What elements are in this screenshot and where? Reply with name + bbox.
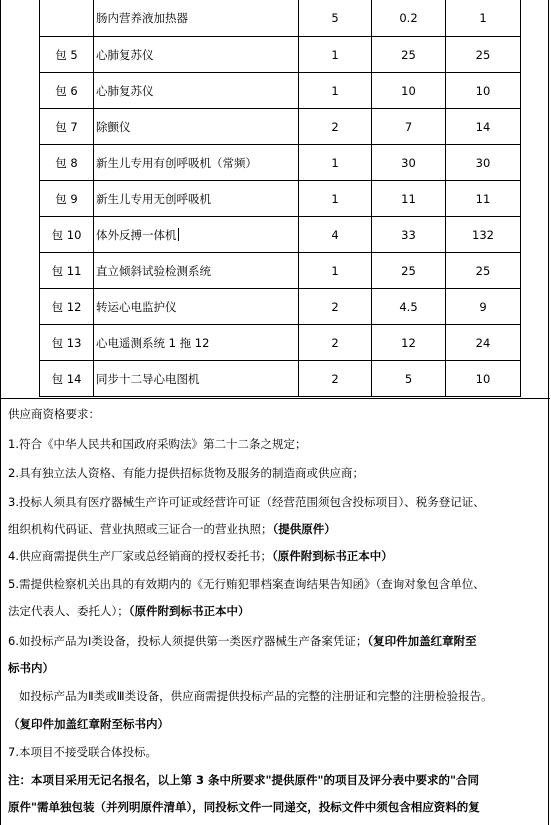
package-cell-text: 包 9 <box>55 191 78 206</box>
total-cell <box>446 0 521 37</box>
item-name-cell-text: 心肺复苏仪 <box>96 83 154 98</box>
requirements-heading: 供应商资格要求： <box>8 407 100 421</box>
unit-price-cell-text: 11 <box>401 191 416 206</box>
unit-price-cell <box>372 217 446 253</box>
unit-price-cell-text: 5 <box>404 371 413 386</box>
requirement-4-emphasis: （原件附到标书正本中） <box>271 549 393 563</box>
quantity-cell-text: 5 <box>331 11 339 25</box>
package-cell-text: 包 12 <box>51 299 82 314</box>
quantity-cell-text: 1 <box>331 263 339 278</box>
total-cell <box>446 73 521 109</box>
item-name-cell-text: 心电遥测系统 1 拖 12 <box>96 335 210 350</box>
total-cell-text: 30 <box>475 155 491 170</box>
unit-price-cell-text: 12 <box>401 335 416 350</box>
table-row <box>40 289 521 325</box>
package-cell-text: 包 8 <box>55 155 78 170</box>
total-cell-text: 132 <box>472 227 494 242</box>
requirement-3-line-1: 3.投标人须具有医疗器械生产许可证或经营许可证（经营范围须包含投标项目）、税务登记证、 <box>8 495 485 509</box>
package-cell-text: 包 11 <box>51 263 82 278</box>
quantity-cell-text: 1 <box>331 83 339 98</box>
item-name-cell-text: 新生儿专用无创呼吸机 <box>96 191 211 206</box>
unit-price-cell-text: 4.5 <box>399 299 418 314</box>
package-cell <box>40 37 94 73</box>
equipment-table <box>39 0 521 397</box>
requirement-1: 1.符合《中华人民共和国政府采购法》第二十二条之规定； <box>8 437 307 451</box>
quantity-cell <box>299 181 372 217</box>
table-row <box>40 217 521 253</box>
package-cell <box>40 73 94 109</box>
item-name-cell <box>94 73 299 109</box>
package-cell <box>40 325 94 361</box>
total-cell-text: 10 <box>475 371 491 386</box>
item-name-cell-text: 同步十二导心电图机 <box>96 371 200 386</box>
total-cell <box>446 325 521 361</box>
unit-price-cell <box>372 37 446 73</box>
item-name-cell-text: 肠内营养液加热器 <box>96 11 188 25</box>
requirement-6-line-2: 标书内） <box>8 661 54 675</box>
item-name-cell <box>94 289 299 325</box>
quantity-cell-text: 2 <box>331 335 339 350</box>
table-row <box>40 145 521 181</box>
quantity-cell-text: 2 <box>331 299 339 314</box>
requirement-6-line-4: （复印件加盖红章附至标书内） <box>8 717 169 731</box>
unit-price-cell-text: 33 <box>401 227 416 242</box>
item-name-cell <box>94 325 299 361</box>
total-cell-text: 25 <box>475 263 491 278</box>
total-cell <box>446 361 521 397</box>
table-row <box>40 37 521 73</box>
unit-price-cell <box>372 109 446 145</box>
quantity-cell <box>299 217 372 253</box>
item-name-cell <box>94 109 299 145</box>
requirement-3-line-2: 组织机构代码证、营业执照或三证合一的营业执照；（提供原件） <box>8 522 336 536</box>
item-name-cell <box>94 181 299 217</box>
requirement-6-emphasis: （复印件加盖红章附至 <box>367 634 477 648</box>
item-name-cell-text: 心肺复苏仪 <box>96 47 154 62</box>
quantity-cell <box>299 325 372 361</box>
requirement-7: 7.本项目不接受联合体投标。 <box>8 745 157 759</box>
item-name-cell <box>94 361 299 397</box>
table-row <box>40 325 521 361</box>
total-cell-text: 9 <box>479 299 487 314</box>
unit-price-cell-text: 25 <box>401 47 416 62</box>
unit-price-cell <box>372 361 446 397</box>
item-name-cell <box>94 253 299 289</box>
unit-price-cell-text: 30 <box>401 155 416 170</box>
note-line-2: 原件"需单独包装（并列明原件清单），同投标文件一同递交，投标文件中须包含相应资料的复 <box>8 800 480 814</box>
package-cell <box>40 0 94 37</box>
total-cell-text: 1 <box>479 11 487 25</box>
unit-price-cell-text: 7 <box>404 119 413 134</box>
table-row <box>40 361 521 397</box>
package-cell <box>40 361 94 397</box>
item-name-cell-text: 新生儿专用有创呼吸机（常频） <box>96 155 257 170</box>
package-cell-text: 包 5 <box>55 47 78 62</box>
total-cell <box>446 109 521 145</box>
quantity-cell <box>299 289 372 325</box>
table-row <box>40 109 521 145</box>
quantity-cell <box>299 253 372 289</box>
total-cell <box>446 37 521 73</box>
item-name-cell-text: 直立倾斜试验检测系统 <box>96 263 211 278</box>
unit-price-cell <box>372 0 446 37</box>
total-cell-text: 10 <box>475 83 491 98</box>
quantity-cell <box>299 145 372 181</box>
total-cell <box>446 289 521 325</box>
requirement-5-line-1: 5.需提供检察机关出具的有效期内的《无行贿犯罪档案查询结果告知函》（查询对象包含单位、 <box>8 577 485 591</box>
total-cell <box>446 181 521 217</box>
requirement-5-emphasis: （原件附到标书正本中） <box>128 604 250 618</box>
unit-price-cell <box>372 325 446 361</box>
requirement-3-emphasis: （提供原件） <box>272 522 336 536</box>
requirement-2: 2.具有独立法人资格、有能力提供招标货物及服务的制造商或供应商； <box>8 466 364 480</box>
requirement-4: 4.供应商需提供生产厂家或总经销商的授权委托书；（原件附到标书正本中） <box>8 549 393 563</box>
table-row <box>40 253 521 289</box>
table-row <box>40 73 521 109</box>
quantity-cell <box>299 361 372 397</box>
total-cell <box>446 217 521 253</box>
item-name-cell <box>94 145 299 181</box>
quantity-cell <box>299 109 372 145</box>
package-cell <box>40 217 94 253</box>
package-cell-text: 包 7 <box>55 119 78 134</box>
quantity-cell-text: 2 <box>331 119 339 134</box>
quantity-cell <box>299 37 372 73</box>
quantity-cell-text: 1 <box>331 155 339 170</box>
requirement-5-line-2: 法定代表人、委托人）；（原件附到标书正本中） <box>8 604 250 618</box>
total-cell <box>446 253 521 289</box>
unit-price-cell-text: 10 <box>401 83 416 98</box>
package-cell <box>40 145 94 181</box>
package-cell <box>40 253 94 289</box>
item-name-cell <box>94 217 299 253</box>
unit-price-cell <box>372 181 446 217</box>
requirement-6-line-1: 6.如投标产品为Ⅰ类设备，投标人须提供第一类医疗器械生产备案凭证；（复印件加盖红章附至 <box>8 634 477 648</box>
quantity-cell <box>299 0 372 37</box>
item-name-cell-text: 除颤仪 <box>96 119 131 134</box>
package-cell-text: 包 14 <box>51 371 82 386</box>
unit-price-cell-text: 25 <box>401 263 416 278</box>
item-name-cell <box>94 37 299 73</box>
item-name-cell-text: 体外反搏一体机 <box>96 227 177 242</box>
quantity-cell-text: 1 <box>331 191 339 206</box>
total-cell-text: 25 <box>475 47 491 62</box>
package-cell-text: 包 10 <box>51 227 82 242</box>
package-cell <box>40 289 94 325</box>
quantity-cell-text: 1 <box>331 47 339 62</box>
total-cell-text: 14 <box>475 119 491 134</box>
table-row <box>40 0 521 37</box>
unit-price-cell <box>372 289 446 325</box>
package-cell <box>40 181 94 217</box>
unit-price-cell <box>372 73 446 109</box>
table-row <box>40 181 521 217</box>
total-cell-text: 24 <box>475 335 491 350</box>
unit-price-cell-text: 0.2 <box>399 11 418 25</box>
quantity-cell <box>299 73 372 109</box>
item-name-cell-text: 转运心电监护仪 <box>96 299 177 314</box>
total-cell <box>446 145 521 181</box>
unit-price-cell <box>372 253 446 289</box>
total-cell-text: 11 <box>475 191 491 206</box>
item-name-cell <box>94 0 299 37</box>
package-cell <box>40 109 94 145</box>
package-cell-text: 包 6 <box>55 83 78 98</box>
unit-price-cell <box>372 145 446 181</box>
package-cell-text: 包 13 <box>51 335 82 350</box>
requirement-6-line-3: 如投标产品为Ⅱ类或Ⅲ类设备，供应商需提供投标产品的完整的注册证和完整的注册检验报告。 <box>19 689 493 703</box>
quantity-cell-text: 2 <box>331 371 339 386</box>
note-line-1: 注：本项目采用无记名报名，以上第 3 条中所要求"提供原件"的项目及评分表中要求的"合同 <box>8 773 479 787</box>
text-cursor <box>178 228 179 241</box>
quantity-cell-text: 4 <box>331 227 339 242</box>
supplier-requirements <box>1 398 550 825</box>
